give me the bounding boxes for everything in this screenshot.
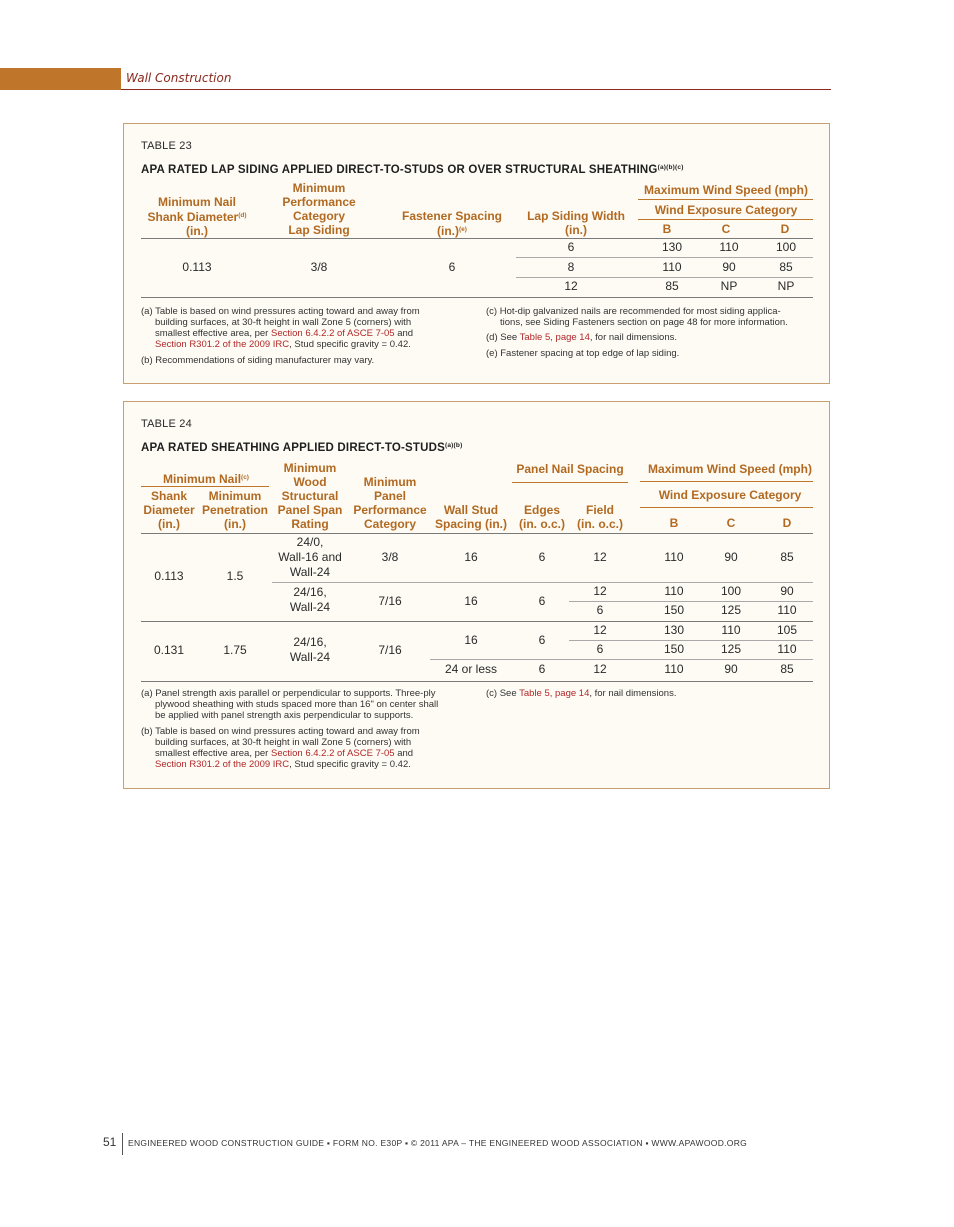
- cell-fastener: 6: [448, 260, 456, 274]
- col-header-performance: Minimum Panel Performance Category: [353, 475, 427, 531]
- cell-performance: 7/16: [378, 643, 402, 657]
- table-23-label: TABLE 23: [141, 140, 192, 152]
- col-header-c: C: [721, 222, 731, 236]
- col-header-field: Field (in. o.c.): [577, 503, 623, 531]
- table-bottom-rule: [141, 681, 813, 682]
- col-header-c: C: [726, 516, 736, 530]
- link-asce[interactable]: Section 6.4.2.2 of ASCE 7-05: [271, 328, 395, 339]
- cell-nail: 0.113: [182, 260, 212, 274]
- link-table5[interactable]: Table 5, page 14: [519, 332, 590, 343]
- cell-shank: 0.113: [154, 569, 184, 583]
- col-header-panel-nail: Panel Nail Spacing: [516, 462, 624, 476]
- table-bottom-rule: [141, 297, 813, 298]
- table-24-panel: TABLE 24 APA RATED SHEATHING APPLIED DIRECT-$TO-STUDS^{(a)(b)}$ Minimum Nail$^{(c)}$ Shank Diameter (in.) Minimum Penetration (in.) Minimum Wood Structural Panel Span Rating Minimum Panel Performance Category Wall Stud Spacing (in.) Panel Nail Spacing Edges (in. o.c.) Field (in. o.c.) Maximum Wind Speed (mph) Wind Exposure Category B C D 0.113 1.5 24/0, Wall-16 and Wall-24 3/8 16 6 12 110 90 85 24/16, Wall-24 7/16 16 6 12 110 100 90 6 150 125 110 0.131 1.75 24/16, Wall-24 7/16 16 6 12 130 110 105 6 150 125 110 24 or less 6 12 110 90 85 (a) Panel strength axis parallel or perpendicular to supports. Three-ply plywood sheathing with studs spaced more than 16" on center shall be applied with panel strength axis perpendicular to supports. (b) Table is based on wind pressures acting toward and away from building surfaces, at 30-ft height in wall Zone 5 (corners) with smallest effective area, per Section 6.4.2.2 of ASCE 7-05 and Section R301.2 of the 2009 IRC, Stud specific gravity = 0.42. (c) See Table 5, page 14, for nail dimensions.: [123, 401, 830, 789]
- row-rule: [516, 277, 813, 278]
- header-rule: [141, 486, 269, 487]
- cell-shank: 0.131: [153, 643, 185, 657]
- footnote-a: (a) Panel strength axis parallel or perpendicular to supports. Three-ply plywood sheathing with studs spaced more than 16" on center shall be applied with panel strength axis perpendicular to supports.: [141, 688, 439, 721]
- link-irc[interactable]: Section R301.2 of the 2009 IRC: [155, 759, 290, 770]
- row-rule: [569, 640, 813, 641]
- col-header-exposure: Wind Exposure Category: [654, 203, 798, 217]
- section-title: Wall Construction: [126, 71, 232, 85]
- footnote-e: (e) Fastener spacing at top edge of lap siding.: [486, 348, 680, 359]
- footnote-d: (d) See Table 5, page 14, for nail dimensions.: [486, 332, 678, 343]
- col-header-b: B: [662, 222, 672, 236]
- table-24-label: TABLE 24: [141, 418, 192, 430]
- footnote-a: (a) Table is based on wind pressures acting toward and away from building surfaces, at 30-ft height in wall Zone 5 (corners) with smallest effective area, per Section 6.4.2.2 of ASCE 7-05 and Section R301.2 of the 2009 IRC, Stud specific gravity = 0.42.: [141, 306, 420, 350]
- col-header-d: D: [782, 516, 792, 530]
- cell-stud: 16: [464, 633, 478, 647]
- table-24-title: APA RATED SHEATHING APPLIED DIRECT-$TO-STUDS^{(a)(b)}$: [141, 442, 463, 454]
- row-rule: [272, 582, 813, 583]
- footer-divider: [122, 1133, 123, 1155]
- link-irc[interactable]: Section R301.2 of the 2009 IRC: [155, 339, 290, 350]
- col-header-stud-spacing: Wall Stud Spacing (in.): [435, 503, 507, 531]
- col-header-edges: Edges (in. o.c.): [519, 503, 565, 531]
- col-header-exposure: Wind Exposure Category: [658, 488, 802, 502]
- header-bottom-rule: [141, 238, 813, 239]
- header-rule: [512, 482, 628, 483]
- col-header-wind-speed: Maximum Wind Speed (mph): [648, 462, 812, 476]
- header-bottom-rule: [141, 533, 813, 534]
- footnote-c: (c) Hot-dip galvanized nails are recommended for most siding applica- tions, see Siding Fasteners section on page 48 for more information.: [486, 306, 788, 328]
- table-23-panel: TABLE 23 APA RATED LAP SIDING APPLIED DIRECT-TO-STUDS OR OVER STRUCTURAL $SHEATHING^{(a)(b)(c)}$ Minimum Nail Shank Diameter$^{(d)}$ (in.) Minimum Performance Category Lap Siding Fastener Spacing $(in.)^{(e)}$ Lap Siding Width (in.) Maximum Wind Speed (mph) Wind Exposure Category B C D 0.113 3/8 6 6 130 110 100 8 110 90 85 12 85 NP NP (a) Table is based on wind pressures acting toward and away from building surfaces, at 30-ft height in wall Zone 5 (corners) with smallest effective area, per Section 6.4.2.2 of ASCE 7-05 and Section R301.2 of the 2009 IRC, Stud specific gravity = 0.42. (b) Recommendations of siding manufacturer may vary. (c) Hot-dip galvanized nails are recommended for most siding applica- tions, see Siding Fasteners section on page 48 for more information. (d) See Table 5, page 14, for nail dimensions. (e) Fastener spacing at top edge of lap siding.: [123, 123, 830, 384]
- col-header-min-nail: Minimum Nail$^{(c)}$: [163, 472, 249, 486]
- header-rule: [638, 219, 813, 220]
- row-rule: [430, 659, 813, 660]
- col-header-wind-speed: Maximum Wind Speed (mph): [644, 183, 808, 197]
- cell-span-rating: 24/16, Wall-24: [289, 635, 331, 664]
- header-rule: [121, 89, 831, 90]
- header-rule: [638, 199, 813, 200]
- cell-penetration: 1.5: [226, 569, 244, 583]
- cell-performance: 3/8: [310, 260, 328, 274]
- cell-penetration: 1.75: [223, 643, 247, 657]
- row-rule: [569, 601, 813, 602]
- header-accent-bar: [0, 68, 121, 90]
- table-23-title: APA RATED LAP SIDING APPLIED DIRECT-TO-STUDS OR OVER STRUCTURAL $SHEATHING^{(a)(b)(c)}$: [141, 164, 684, 176]
- footnote-c: (c) See Table 5, page 14, for nail dimensions.: [486, 688, 677, 699]
- col-header-penetration: Minimum Penetration (in.): [201, 489, 268, 531]
- col-header-nail: Minimum Nail Shank Diameter$^{(d)}$ (in.): [147, 195, 247, 238]
- link-asce[interactable]: Section 6.4.2.2 of ASCE 7-05: [271, 748, 395, 759]
- group-rule: [141, 621, 813, 622]
- cell-edges: 6: [538, 633, 546, 647]
- col-header-performance: Minimum Performance Category Lap Siding: [282, 181, 356, 237]
- page-number: 51: [103, 1135, 117, 1149]
- col-header-d: D: [780, 222, 790, 236]
- footer-text: ENGINEERED WOOD CONSTRUCTION GUIDE ▪ FORM NO. E30P ▪ © 2011 APA – THE ENGINEERED WOOD ASSOCIATION ▪ WWW.APAWOOD.ORG: [128, 1138, 748, 1148]
- col-header-width: Lap Siding Width (in.): [527, 209, 625, 237]
- col-header-b: B: [669, 516, 679, 530]
- row-rule: [516, 257, 813, 258]
- col-header-span-rating: Minimum Wood Structural Panel Span Rating: [277, 461, 343, 531]
- header-rule: [640, 507, 813, 508]
- col-header-fastener: Fastener Spacing $(in.)^{(e)}$: [401, 209, 503, 238]
- col-header-shank: Shank Diameter (in.): [143, 489, 195, 531]
- link-table5[interactable]: Table 5, page 14: [519, 688, 590, 699]
- footnote-b: (b) Table is based on wind pressures acting toward and away from building surfaces, at 30-ft height in wall Zone 5 (corners) with smallest effective area, per Section 6.4.2.2 of ASCE 7-05 and Section R301.2 of the 2009 IRC, Stud specific gravity = 0.42.: [141, 726, 420, 770]
- header-rule: [640, 481, 813, 482]
- footnote-b: (b) Recommendations of siding manufacturer may vary.: [141, 355, 375, 366]
